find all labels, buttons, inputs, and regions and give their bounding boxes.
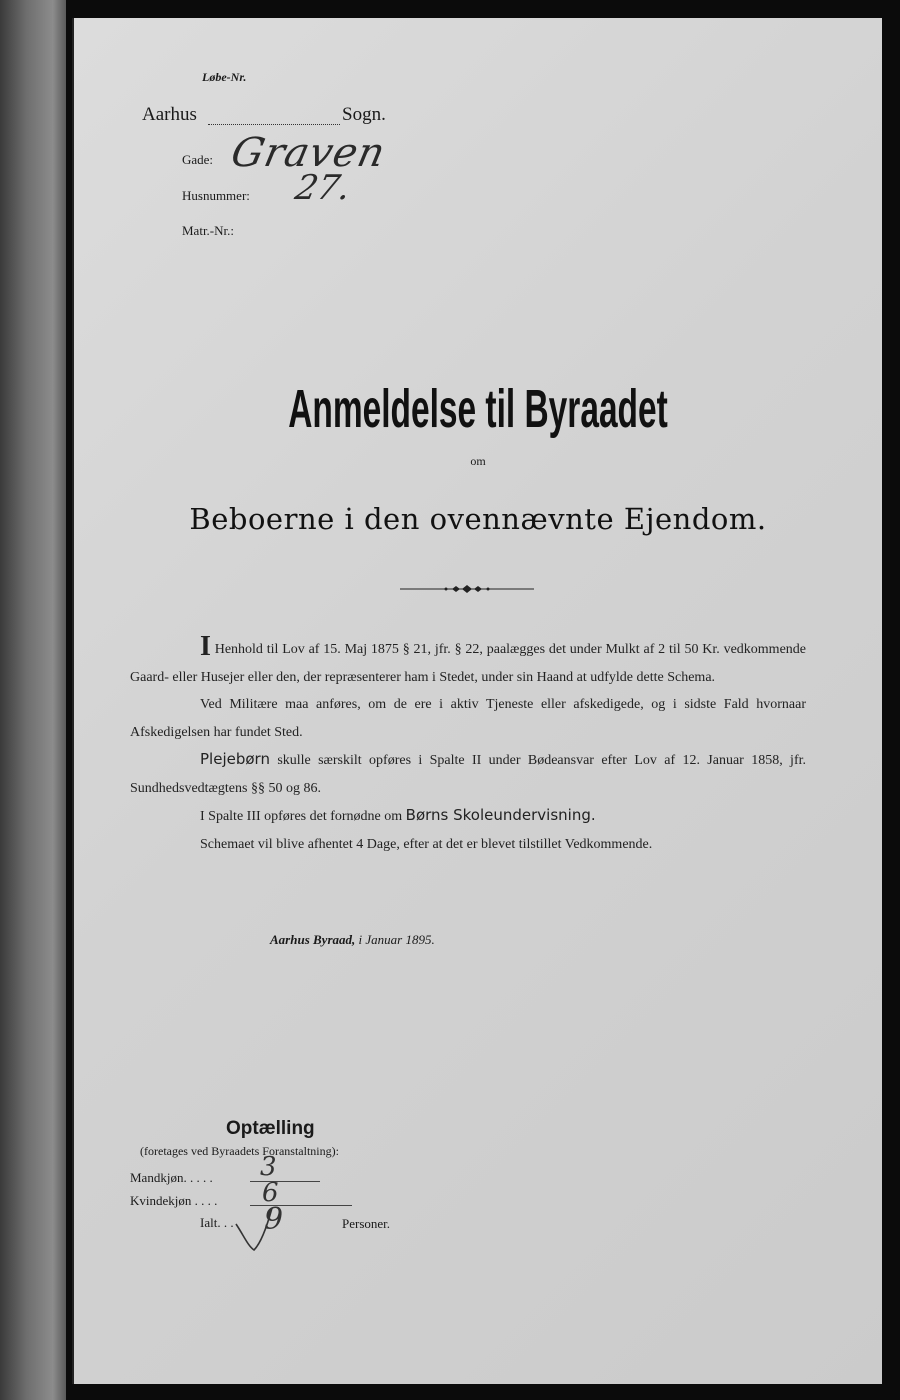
signature-date: i Januar 1895. [358, 932, 435, 947]
husnummer-handwritten-value: 27. [291, 168, 355, 208]
plejeborn-emphasis: Plejebørn [200, 750, 270, 768]
parish-prefix: Aarhus [142, 104, 197, 125]
paragraph-4-text: I Spalte III opføres det fornødne om [200, 809, 403, 824]
document-title: Anmeldelse til Byraadet [288, 379, 668, 439]
paragraph-1-text: Henhold til Lov af 15. Maj 1875 § 21, jfr. § 22, paalægges det under Mulkt af 2 til 50 Kr. vedkommende Gaard- eller Husejer eller den, der repræsenterer ham i Stedet, under sin Haand at udfylde dette Schema. [130, 642, 807, 685]
ornament-divider [400, 584, 534, 594]
instructions-body [130, 631, 807, 858]
mandkjon-label: Mandkjøn. . . . . [130, 1170, 213, 1185]
mandkjon-underline [250, 1181, 320, 1182]
instruction-paragraph-1 [130, 631, 807, 691]
gade-label: Gade: [182, 152, 214, 167]
instruction-paragraph-5 [130, 831, 806, 859]
kvindekjon-label: Kvindekjøn . . . . [130, 1193, 218, 1208]
parish-suffix: Sogn. [342, 104, 386, 125]
title-connector: om [470, 454, 486, 468]
paragraph-2-text: Ved Militære maa anføres, om de ere i aktiv Tjeneste eller afskedigede, og i sidste Fald hvornaar Afskedigelsen har fundet Sted. [130, 697, 806, 740]
drop-cap: I [200, 631, 211, 662]
facing-page-edge [0, 0, 66, 1400]
matr-nr-label: Matr.-Nr.: [182, 223, 234, 238]
lobe-nr-label: Løbe-Nr. [202, 70, 247, 84]
document-subtitle: Beboerne i den ovennævnte Ejendom. [189, 502, 767, 536]
count-subtitle: (foretages ved Byraadets Foranstaltning): [140, 1144, 339, 1158]
signature-line [270, 932, 435, 948]
instruction-paragraph-4 [130, 802, 806, 831]
instruction-paragraph-3 [130, 746, 806, 802]
count-title: Optælling [226, 1118, 315, 1139]
document-page [72, 18, 882, 1384]
ialt-label: Ialt. . . [200, 1215, 234, 1230]
instruction-paragraph-2 [130, 691, 806, 746]
signature-org: Aarhus Byraad, [270, 932, 356, 947]
kvindekjon-handwritten-value: 6 [262, 1178, 279, 1208]
husnummer-label: Husnummer: [182, 188, 250, 203]
personer-label: Personer. [342, 1216, 391, 1231]
paragraph-5-text: Schemaet vil blive afhentet 4 Dage, efter at det er blevet tilstillet Vedkommende. [200, 836, 653, 852]
skoleundervisning-emphasis: Børns Skoleundervisning. [405, 806, 596, 824]
paragraph-3-text: skulle særskilt opføres i Spalte II under Bødeansvar efter Lov af 12. Januar 1858, jfr. Sundhedsvedtægtens §§ 50 og 86. [130, 753, 807, 796]
gade-handwritten-value: Graven [227, 130, 390, 176]
parish-dotted-line [208, 104, 340, 125]
mandkjon-handwritten-value: 3 [260, 1152, 277, 1182]
ialt-handwritten-value: 9 [264, 1202, 284, 1237]
